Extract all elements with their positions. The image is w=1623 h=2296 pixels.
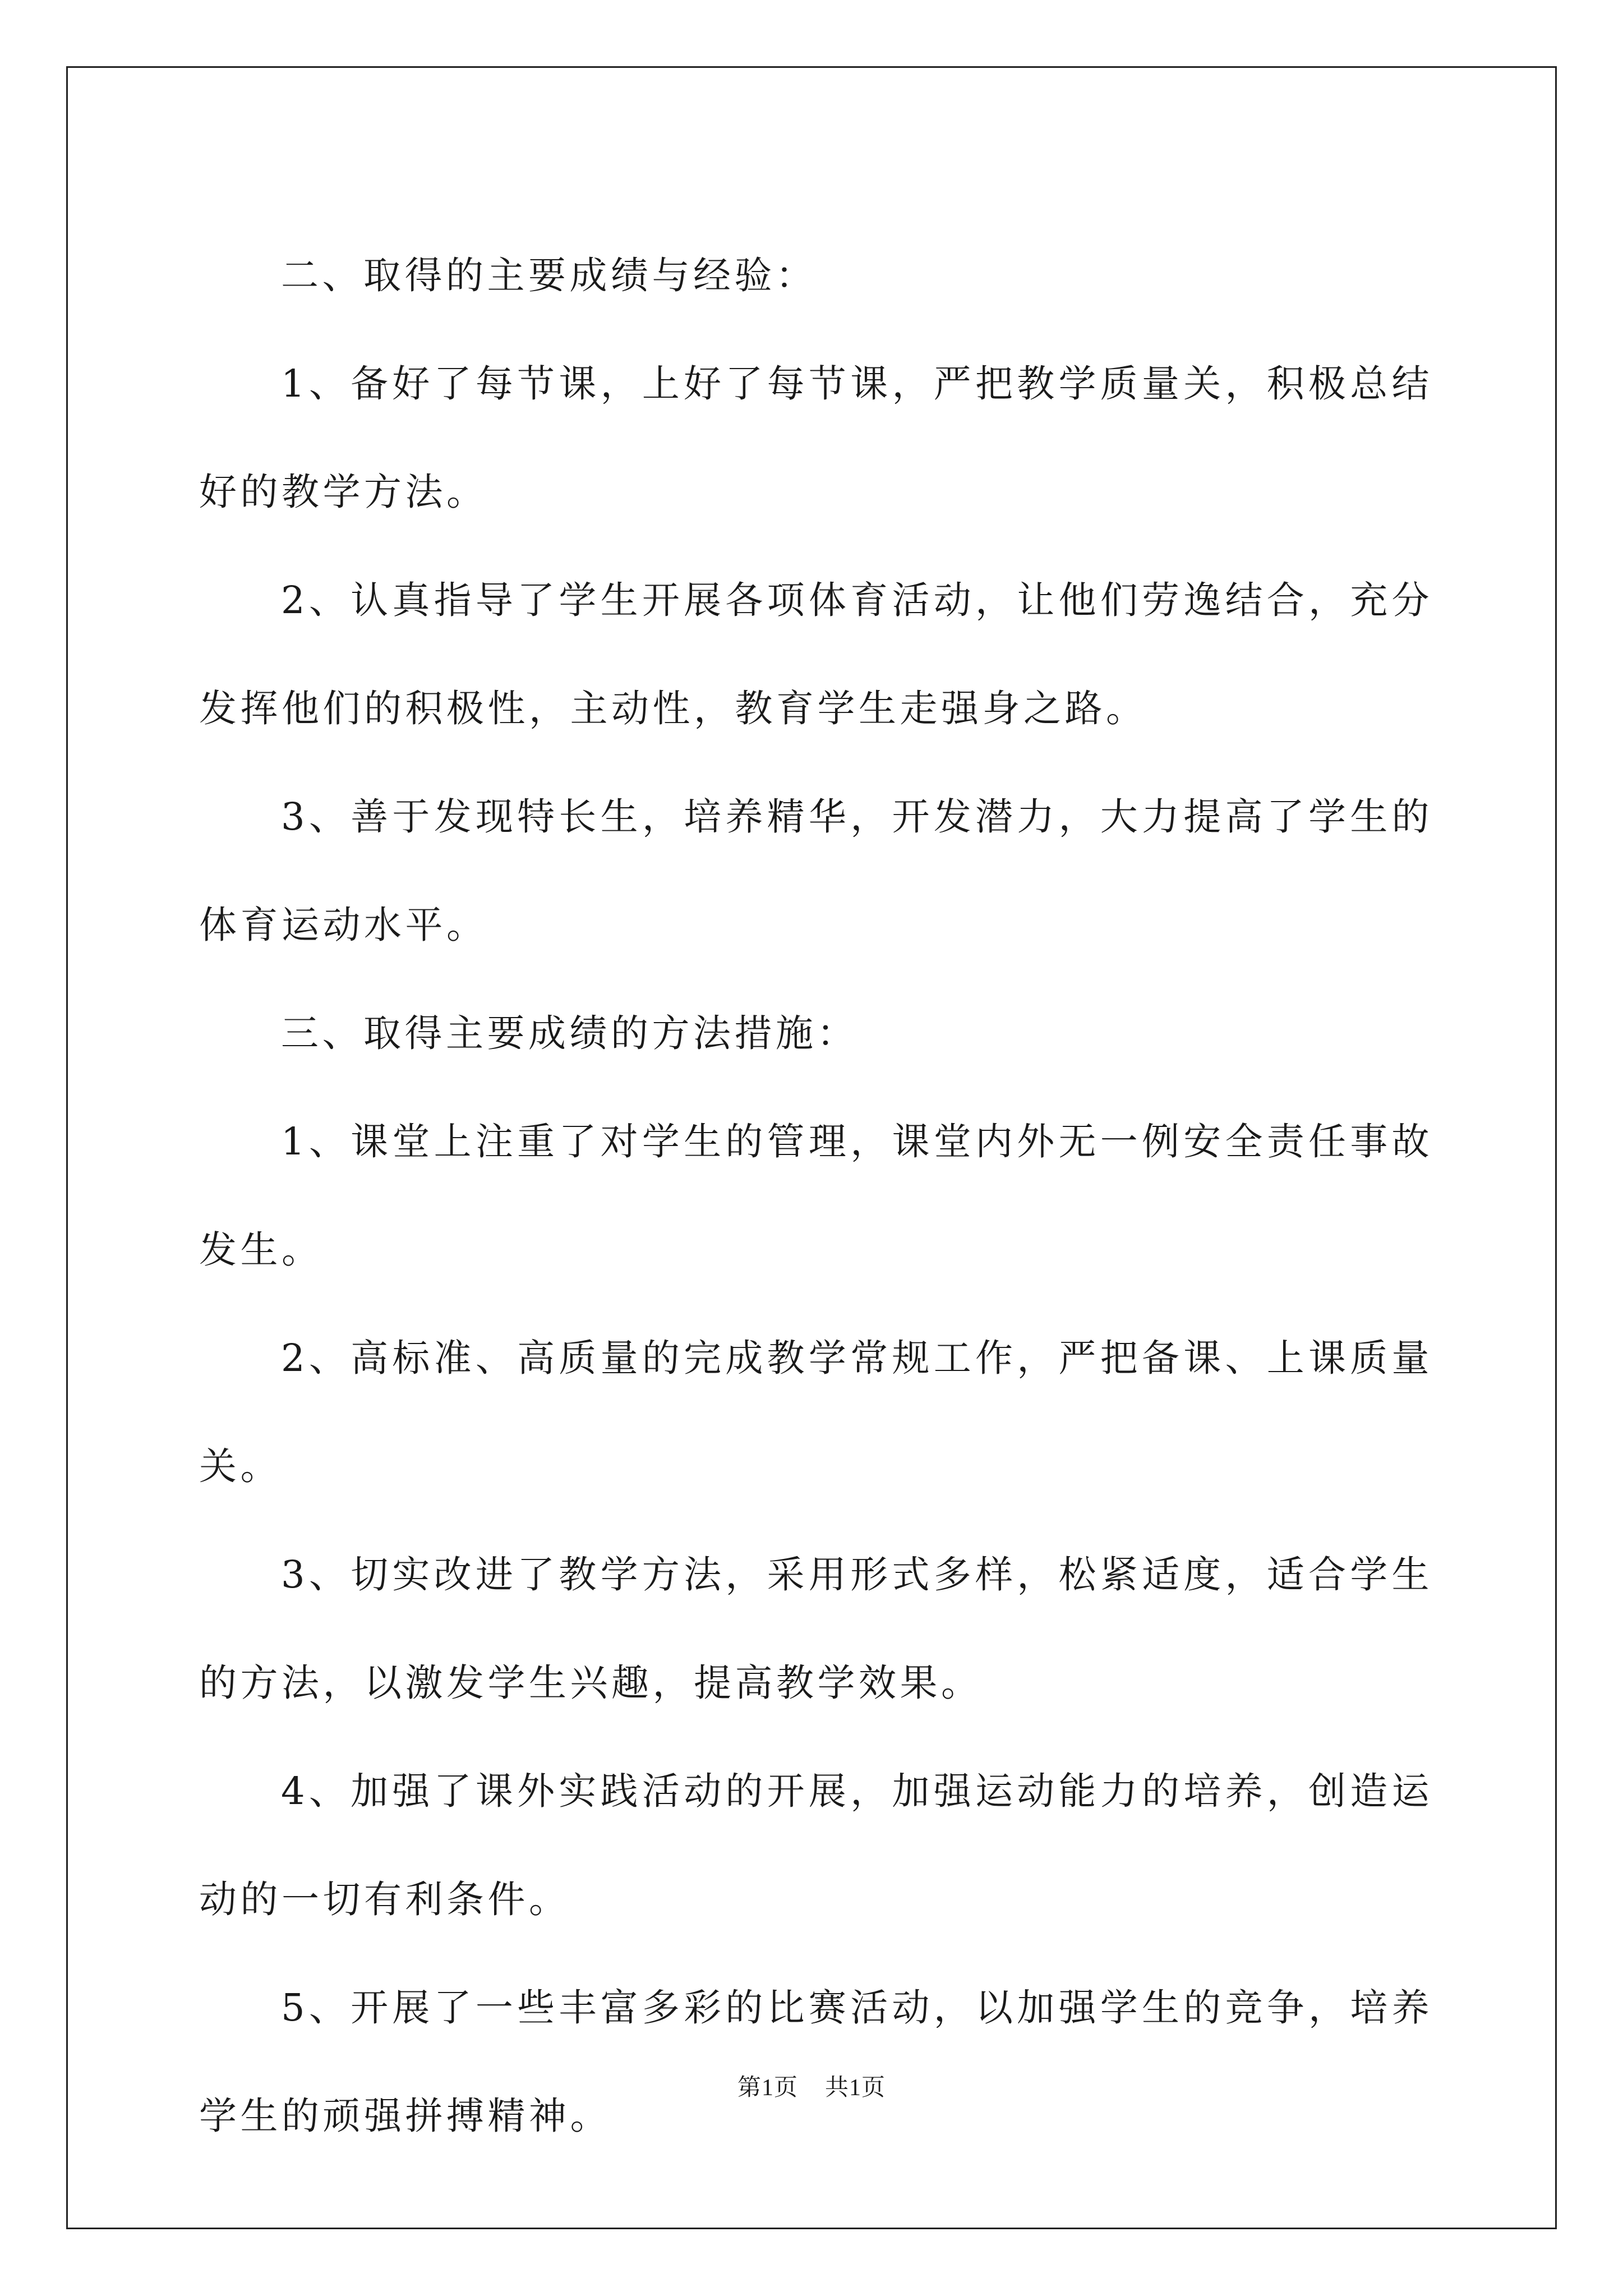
- section-heading-methods: 三、取得主要成绩的方法措施：: [281, 1011, 858, 1055]
- section-heading-achievements: 二、取得的主要成绩与经验：: [281, 254, 817, 297]
- paragraph: 2、认真指导了学生开展各项体育活动，让他们劳逸结合，充分发挥他们的积极性，主动性，教育学生走强身之路。: [199, 578, 1433, 730]
- page-number: 第1页: [737, 2075, 798, 2101]
- page-count: 共1页: [825, 2075, 886, 2101]
- page-footer: [0, 2069, 1623, 2102]
- paragraph: 3、切实改进了教学方法，采用形式多样，松紧适度，适合学生的方法，以激发学生兴趣，提高教学效果。: [199, 1553, 1433, 1705]
- document-body: [199, 222, 1433, 2170]
- paragraph: 3、善于发现特长生，培养精华，开发潜力，大力提高了学生的体育运动水平。: [199, 795, 1433, 947]
- paragraph: 5、开展了一些丰富多彩的比赛活动，以加强学生的竞争，培养学生的顽强拼搏精神。: [199, 1986, 1433, 2138]
- paragraph: 1、课堂上注重了对学生的管理，课堂内外无一例安全责任事故发生。: [199, 1120, 1433, 1272]
- paragraph: 4、加强了课外实践活动的开展，加强运动能力的培养，创造运动的一切有利条件。: [199, 1769, 1433, 1921]
- paragraph: 1、备好了每节课，上好了每节课，严把教学质量关，积极总结好的教学方法。: [199, 362, 1433, 514]
- paragraph: 2、高标准、高质量的完成教学常规工作，严把备课、上课质量关。: [199, 1336, 1433, 1488]
